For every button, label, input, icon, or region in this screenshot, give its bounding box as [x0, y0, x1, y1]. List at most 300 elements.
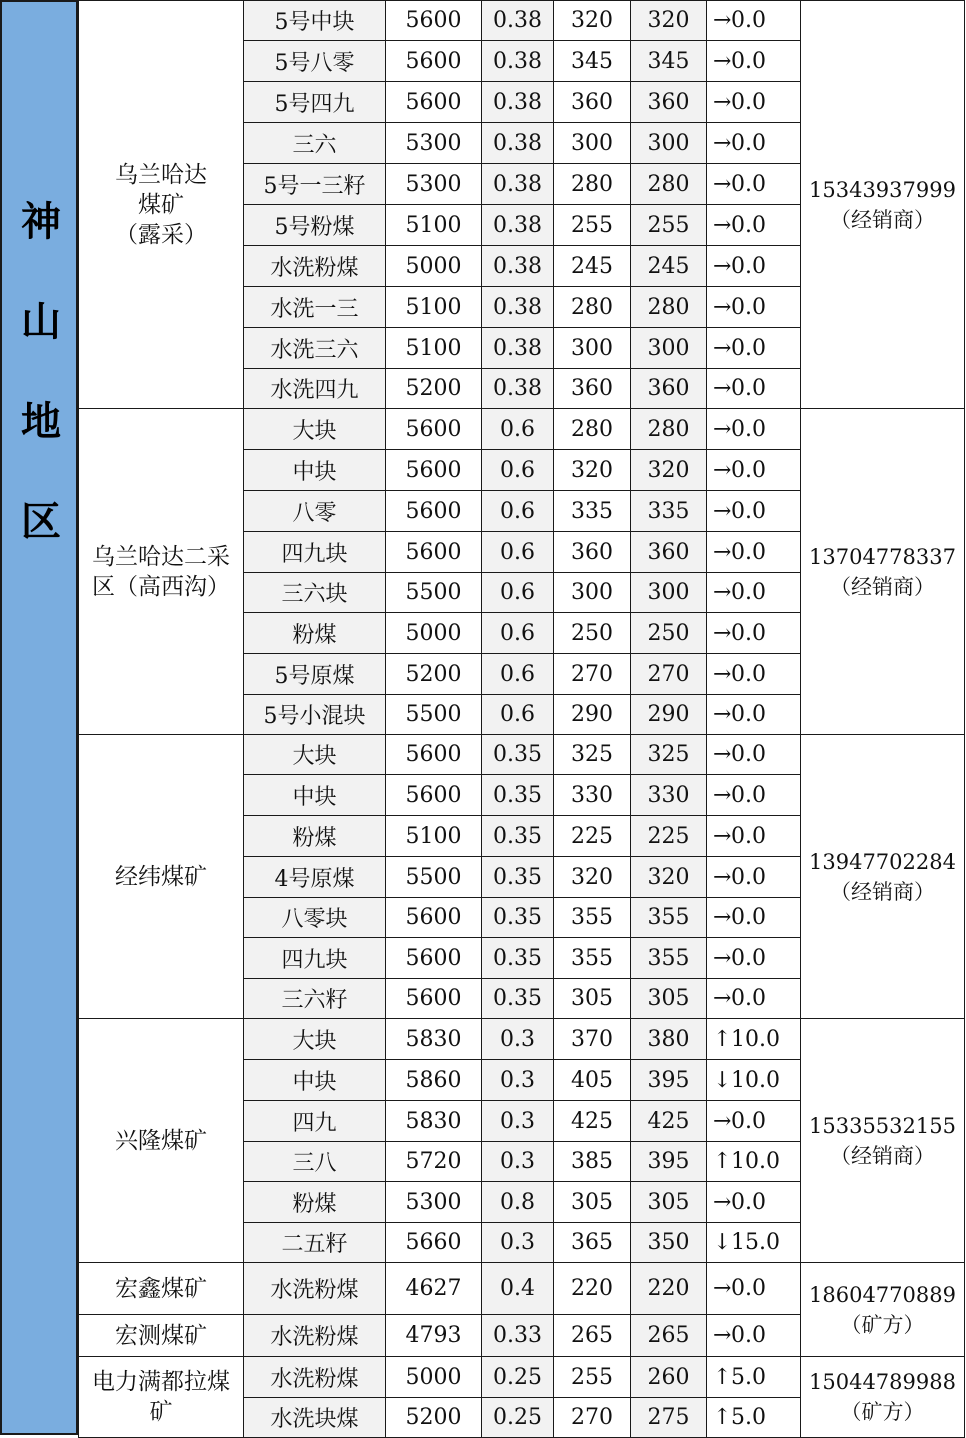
price-cell: 355	[631, 938, 707, 979]
price-change-value: 0.0	[731, 539, 766, 565]
sulfur-cell: 0.38	[482, 287, 554, 328]
price-change-cell	[707, 123, 801, 164]
sulfur-cell: 0.4	[482, 1263, 554, 1315]
arrow-right-icon: →	[713, 376, 732, 401]
price-cell: 320	[631, 1, 707, 41]
price-change-cell	[707, 287, 801, 328]
sulfur-cell: 0.35	[482, 857, 554, 898]
prev-price-cell: 280	[554, 409, 631, 450]
prev-price-cell: 425	[554, 1101, 631, 1142]
prev-price-cell: 300	[554, 328, 631, 369]
product-cell: 中块	[244, 775, 386, 816]
price-change-cell	[707, 82, 801, 123]
price-cell: 305	[631, 1182, 707, 1223]
arrow-right-icon: →	[713, 294, 732, 320]
arrow-right-icon: →	[713, 823, 732, 849]
product-cell: 5号原煤	[244, 654, 386, 695]
sulfur-cell: 0.35	[482, 898, 554, 938]
prev-price-cell: 355	[554, 898, 631, 938]
price-change-cell	[707, 1142, 801, 1182]
price-change-cell	[707, 1315, 801, 1357]
price-change-value: 0.0	[731, 1276, 766, 1301]
price-change-cell	[707, 491, 801, 532]
price-change-value: 0.0	[731, 1108, 766, 1134]
price-cell: 355	[631, 898, 707, 938]
calorific-cell: 5100	[386, 816, 482, 857]
price-change-value: 0.0	[731, 212, 766, 238]
sulfur-cell: 0.6	[482, 409, 554, 450]
price-cell: 245	[631, 246, 707, 287]
price-change-value: 0.0	[731, 945, 766, 971]
product-cell: 三六籽	[244, 979, 386, 1019]
price-change-value: 0.0	[731, 905, 766, 930]
product-cell: 中块	[244, 1060, 386, 1101]
sulfur-cell: 0.8	[482, 1182, 554, 1223]
prev-price-cell: 290	[554, 695, 631, 735]
price-cell: 260	[631, 1357, 707, 1398]
price-change-cell	[707, 1398, 801, 1438]
sulfur-cell: 0.3	[482, 1223, 554, 1263]
calorific-cell: 5600	[386, 775, 482, 816]
product-cell: 水洗粉煤	[244, 246, 386, 287]
product-cell: 中块	[244, 450, 386, 491]
prev-price-cell: 330	[554, 775, 631, 816]
table-row	[79, 1019, 965, 1060]
product-cell: 三六块	[244, 573, 386, 613]
contact-cell: 18604770889 （矿方）	[801, 1263, 965, 1357]
arrow-right-icon: →	[713, 498, 732, 524]
price-change-value: 10.0	[731, 1026, 780, 1052]
arrow-right-icon: →	[713, 945, 732, 971]
arrow-right-icon: →	[713, 864, 732, 890]
contact-cell: 13947702284 （经销商）	[801, 735, 965, 1019]
prev-price-cell: 370	[554, 1019, 631, 1060]
price-cell: 345	[631, 41, 707, 82]
price-change-value: 0.0	[731, 130, 766, 156]
calorific-cell: 5600	[386, 409, 482, 450]
price-change-value: 0.0	[731, 986, 766, 1011]
product-cell: 4号原煤	[244, 857, 386, 898]
product-cell: 四九块	[244, 532, 386, 573]
price-change-cell	[707, 328, 801, 369]
calorific-cell: 5860	[386, 1060, 482, 1101]
price-change-value: 0.0	[731, 253, 766, 279]
prev-price-cell: 320	[554, 1, 631, 41]
price-change-value: 10.0	[731, 1149, 780, 1174]
price-cell: 350	[631, 1223, 707, 1263]
product-cell: 5号八零	[244, 41, 386, 82]
sulfur-cell: 0.35	[482, 816, 554, 857]
arrow-right-icon: →	[713, 130, 732, 156]
calorific-cell: 5600	[386, 898, 482, 938]
price-cell: 360	[631, 532, 707, 573]
prev-price-cell: 360	[554, 369, 631, 409]
calorific-cell: 5200	[386, 369, 482, 409]
arrow-up-icon: ↑	[713, 1149, 732, 1174]
arrow-right-icon: →	[713, 8, 732, 33]
sulfur-cell: 0.3	[482, 1060, 554, 1101]
sulfur-cell: 0.6	[482, 613, 554, 654]
product-cell: 八零块	[244, 898, 386, 938]
arrow-right-icon: →	[713, 48, 732, 74]
price-cell: 270	[631, 654, 707, 695]
price-change-cell	[707, 369, 801, 409]
price-change-value: 0.0	[731, 171, 766, 197]
price-change-value: 15.0	[731, 1230, 780, 1255]
sulfur-cell: 0.6	[482, 695, 554, 735]
calorific-cell: 5000	[386, 613, 482, 654]
sulfur-cell: 0.38	[482, 328, 554, 369]
product-cell: 水洗粉煤	[244, 1357, 386, 1398]
table-row	[79, 1263, 965, 1315]
price-change-cell	[707, 1, 801, 41]
calorific-cell: 5100	[386, 287, 482, 328]
price-change-value: 0.0	[731, 294, 766, 320]
price-change-cell	[707, 1357, 801, 1398]
prev-price-cell: 305	[554, 979, 631, 1019]
calorific-cell: 5720	[386, 1142, 482, 1182]
price-change-cell	[707, 164, 801, 205]
price-change-value: 0.0	[731, 742, 766, 767]
arrow-up-icon: ↑	[713, 1405, 732, 1430]
price-change-value: 0.0	[731, 48, 766, 74]
calorific-cell: 5600	[386, 491, 482, 532]
calorific-cell: 5200	[386, 654, 482, 695]
price-change-value: 0.0	[731, 823, 766, 849]
prev-price-cell: 225	[554, 816, 631, 857]
region-label	[2, 172, 80, 572]
arrow-right-icon: →	[713, 1323, 732, 1348]
prev-price-cell: 365	[554, 1223, 631, 1263]
calorific-cell: 5600	[386, 979, 482, 1019]
price-change-cell	[707, 409, 801, 450]
product-cell: 水洗一三	[244, 287, 386, 328]
price-cell: 280	[631, 409, 707, 450]
price-change-value: 0.0	[731, 376, 766, 401]
product-cell: 水洗三六	[244, 328, 386, 369]
product-cell: 二五籽	[244, 1223, 386, 1263]
arrow-down-icon: ↓	[713, 1230, 732, 1255]
table-row	[79, 735, 965, 775]
sulfur-cell: 0.38	[482, 123, 554, 164]
prev-price-cell: 345	[554, 41, 631, 82]
calorific-cell: 5500	[386, 573, 482, 613]
calorific-cell: 5600	[386, 41, 482, 82]
arrow-right-icon: →	[713, 416, 732, 442]
sulfur-cell: 0.6	[482, 491, 554, 532]
prev-price-cell: 270	[554, 654, 631, 695]
price-change-cell	[707, 695, 801, 735]
price-change-cell	[707, 1263, 801, 1315]
prev-price-cell: 360	[554, 532, 631, 573]
prev-price-cell: 255	[554, 1357, 631, 1398]
price-change-cell	[707, 1019, 801, 1060]
prev-price-cell: 335	[554, 491, 631, 532]
mine-name-cell: 经纬煤矿	[79, 735, 244, 1019]
price-cell: 395	[631, 1060, 707, 1101]
table-row	[79, 1, 965, 41]
product-cell: 水洗块煤	[244, 1398, 386, 1438]
prev-price-cell: 265	[554, 1315, 631, 1357]
price-change-cell	[707, 1060, 801, 1101]
product-cell: 粉煤	[244, 1182, 386, 1223]
sulfur-cell: 0.6	[482, 573, 554, 613]
arrow-right-icon: →	[713, 580, 732, 605]
price-cell: 360	[631, 82, 707, 123]
contact-cell: 15335532155 （经销商）	[801, 1019, 965, 1263]
region-char: 神	[21, 199, 61, 245]
price-change-cell	[707, 857, 801, 898]
product-cell: 5号四九	[244, 82, 386, 123]
sulfur-cell: 0.35	[482, 775, 554, 816]
price-cell: 425	[631, 1101, 707, 1142]
contact-cell: 13704778337 （经销商）	[801, 409, 965, 735]
calorific-cell: 5500	[386, 857, 482, 898]
sulfur-cell: 0.33	[482, 1315, 554, 1357]
price-change-cell	[707, 205, 801, 246]
prev-price-cell: 280	[554, 287, 631, 328]
price-cell: 225	[631, 816, 707, 857]
sulfur-cell: 0.35	[482, 938, 554, 979]
price-cell: 220	[631, 1263, 707, 1315]
region-char: 区	[21, 499, 61, 545]
arrow-right-icon: →	[713, 1189, 732, 1215]
price-change-cell	[707, 532, 801, 573]
price-change-cell	[707, 1101, 801, 1142]
calorific-cell: 5000	[386, 1357, 482, 1398]
prev-price-cell: 405	[554, 1060, 631, 1101]
price-change-value: 0.0	[731, 1323, 766, 1348]
calorific-cell: 5830	[386, 1019, 482, 1060]
price-change-cell	[707, 938, 801, 979]
sulfur-cell: 0.3	[482, 1142, 554, 1182]
product-cell: 四九块	[244, 938, 386, 979]
mine-name-cell: 兴隆煤矿	[79, 1019, 244, 1263]
price-change-value: 0.0	[731, 661, 766, 687]
arrow-right-icon: →	[713, 89, 732, 115]
prev-price-cell: 250	[554, 613, 631, 654]
contact-cell: 15044789988 （矿方）	[801, 1357, 965, 1438]
calorific-cell: 5200	[386, 1398, 482, 1438]
table-row	[79, 409, 965, 450]
price-change-value: 0.0	[731, 702, 766, 727]
arrow-right-icon: →	[713, 171, 732, 197]
table-row	[79, 1357, 965, 1398]
price-cell: 290	[631, 695, 707, 735]
prev-price-cell: 325	[554, 735, 631, 775]
sulfur-cell: 0.6	[482, 532, 554, 573]
prev-price-cell: 255	[554, 205, 631, 246]
price-change-cell	[707, 816, 801, 857]
price-change-value: 5.0	[731, 1364, 766, 1390]
product-cell: 大块	[244, 735, 386, 775]
prev-price-cell: 280	[554, 164, 631, 205]
product-cell: 粉煤	[244, 816, 386, 857]
price-change-value: 0.0	[731, 498, 766, 524]
product-cell: 水洗粉煤	[244, 1263, 386, 1315]
price-change-value: 0.0	[731, 864, 766, 890]
price-cell: 275	[631, 1398, 707, 1438]
calorific-cell: 5300	[386, 1182, 482, 1223]
price-change-cell	[707, 613, 801, 654]
price-cell: 280	[631, 164, 707, 205]
calorific-cell: 5000	[386, 246, 482, 287]
product-cell: 5号一三籽	[244, 164, 386, 205]
arrow-right-icon: →	[713, 1108, 732, 1134]
price-cell: 320	[631, 450, 707, 491]
prev-price-cell: 300	[554, 573, 631, 613]
prev-price-cell: 320	[554, 857, 631, 898]
calorific-cell: 5600	[386, 938, 482, 979]
arrow-right-icon: →	[713, 782, 732, 808]
product-cell: 水洗四九	[244, 369, 386, 409]
sulfur-cell: 0.3	[482, 1101, 554, 1142]
mine-name-cell: 乌兰哈达二采 区（高西沟）	[79, 409, 244, 735]
price-change-cell	[707, 41, 801, 82]
calorific-cell: 5830	[386, 1101, 482, 1142]
price-change-cell	[707, 979, 801, 1019]
calorific-cell: 4793	[386, 1315, 482, 1357]
price-change-cell	[707, 573, 801, 613]
product-cell: 水洗粉煤	[244, 1315, 386, 1357]
price-change-cell	[707, 654, 801, 695]
product-cell: 粉煤	[244, 613, 386, 654]
prev-price-cell: 270	[554, 1398, 631, 1438]
product-cell: 5号小混块	[244, 695, 386, 735]
price-cell: 250	[631, 613, 707, 654]
product-cell: 大块	[244, 409, 386, 450]
price-cell: 300	[631, 328, 707, 369]
price-cell: 360	[631, 369, 707, 409]
arrow-right-icon: →	[713, 335, 732, 361]
calorific-cell: 5300	[386, 123, 482, 164]
arrow-up-icon: ↑	[713, 1026, 732, 1052]
sulfur-cell: 0.35	[482, 979, 554, 1019]
calorific-cell: 5600	[386, 450, 482, 491]
prev-price-cell: 320	[554, 450, 631, 491]
calorific-cell: 5500	[386, 695, 482, 735]
price-cell: 395	[631, 1142, 707, 1182]
arrow-right-icon: →	[713, 1276, 732, 1301]
sulfur-cell: 0.38	[482, 205, 554, 246]
prev-price-cell: 300	[554, 123, 631, 164]
sulfur-cell: 0.38	[482, 82, 554, 123]
sulfur-cell: 0.35	[482, 735, 554, 775]
product-cell: 大块	[244, 1019, 386, 1060]
mine-name-cell: 宏测煤矿	[79, 1315, 244, 1357]
prev-price-cell: 220	[554, 1263, 631, 1315]
arrow-up-icon: ↑	[713, 1364, 732, 1390]
price-cell: 325	[631, 735, 707, 775]
prev-price-cell: 245	[554, 246, 631, 287]
sulfur-cell: 0.25	[482, 1357, 554, 1398]
sulfur-cell: 0.25	[482, 1398, 554, 1438]
product-cell: 三六	[244, 123, 386, 164]
price-change-cell	[707, 246, 801, 287]
sulfur-cell: 0.6	[482, 654, 554, 695]
price-cell: 265	[631, 1315, 707, 1357]
sulfur-cell: 0.38	[482, 246, 554, 287]
prev-price-cell: 385	[554, 1142, 631, 1182]
price-cell: 300	[631, 573, 707, 613]
product-cell: 四九	[244, 1101, 386, 1142]
mine-name-cell: 乌兰哈达 煤矿 （露采）	[79, 1, 244, 409]
price-cell: 330	[631, 775, 707, 816]
prev-price-cell: 305	[554, 1182, 631, 1223]
sulfur-cell: 0.38	[482, 164, 554, 205]
price-cell: 320	[631, 857, 707, 898]
calorific-cell: 5600	[386, 532, 482, 573]
price-change-cell	[707, 1182, 801, 1223]
calorific-cell: 5600	[386, 1, 482, 41]
price-change-value: 0.0	[731, 8, 766, 33]
calorific-cell: 5300	[386, 164, 482, 205]
calorific-cell: 4627	[386, 1263, 482, 1315]
mine-name-cell: 电力满都拉煤 矿	[79, 1357, 244, 1438]
calorific-cell: 5100	[386, 205, 482, 246]
product-cell: 八零	[244, 491, 386, 532]
prev-price-cell: 355	[554, 938, 631, 979]
calorific-cell: 5600	[386, 735, 482, 775]
price-change-value: 10.0	[731, 1067, 780, 1093]
sulfur-cell: 0.38	[482, 41, 554, 82]
region-char: 地	[21, 399, 61, 445]
arrow-right-icon: →	[713, 212, 732, 238]
price-cell: 280	[631, 287, 707, 328]
price-change-cell	[707, 735, 801, 775]
sulfur-cell: 0.38	[482, 369, 554, 409]
price-change-value: 5.0	[731, 1405, 766, 1430]
arrow-right-icon: →	[713, 620, 732, 646]
price-change-cell	[707, 775, 801, 816]
arrow-right-icon: →	[713, 742, 732, 767]
contact-cell: 15343937999 （经销商）	[801, 1, 965, 409]
coal-price-table	[78, 0, 965, 1438]
arrow-right-icon: →	[713, 702, 732, 727]
price-change-value: 0.0	[731, 89, 766, 115]
price-change-cell	[707, 450, 801, 491]
prev-price-cell: 360	[554, 82, 631, 123]
region-column	[0, 0, 78, 1435]
price-cell: 305	[631, 979, 707, 1019]
price-change-value: 0.0	[731, 457, 766, 483]
price-change-value: 0.0	[731, 416, 766, 442]
price-change-cell	[707, 1223, 801, 1263]
price-change-cell	[707, 898, 801, 938]
price-change-value: 0.0	[731, 620, 766, 646]
arrow-right-icon: →	[713, 986, 732, 1011]
price-change-value: 0.0	[731, 335, 766, 361]
region-char: 山	[21, 299, 61, 345]
arrow-down-icon: ↓	[713, 1067, 732, 1093]
sulfur-cell: 0.38	[482, 1, 554, 41]
sulfur-cell: 0.6	[482, 450, 554, 491]
arrow-right-icon: →	[713, 539, 732, 565]
arrow-right-icon: →	[713, 457, 732, 483]
arrow-right-icon: →	[713, 905, 732, 930]
product-cell: 三八	[244, 1142, 386, 1182]
product-cell: 5号中块	[244, 1, 386, 41]
mine-name-cell: 宏鑫煤矿	[79, 1263, 244, 1315]
sulfur-cell: 0.3	[482, 1019, 554, 1060]
price-change-value: 0.0	[731, 1189, 766, 1215]
product-cell: 5号粉煤	[244, 205, 386, 246]
price-cell: 300	[631, 123, 707, 164]
calorific-cell: 5100	[386, 328, 482, 369]
calorific-cell: 5660	[386, 1223, 482, 1263]
price-cell: 335	[631, 491, 707, 532]
arrow-right-icon: →	[713, 253, 732, 279]
